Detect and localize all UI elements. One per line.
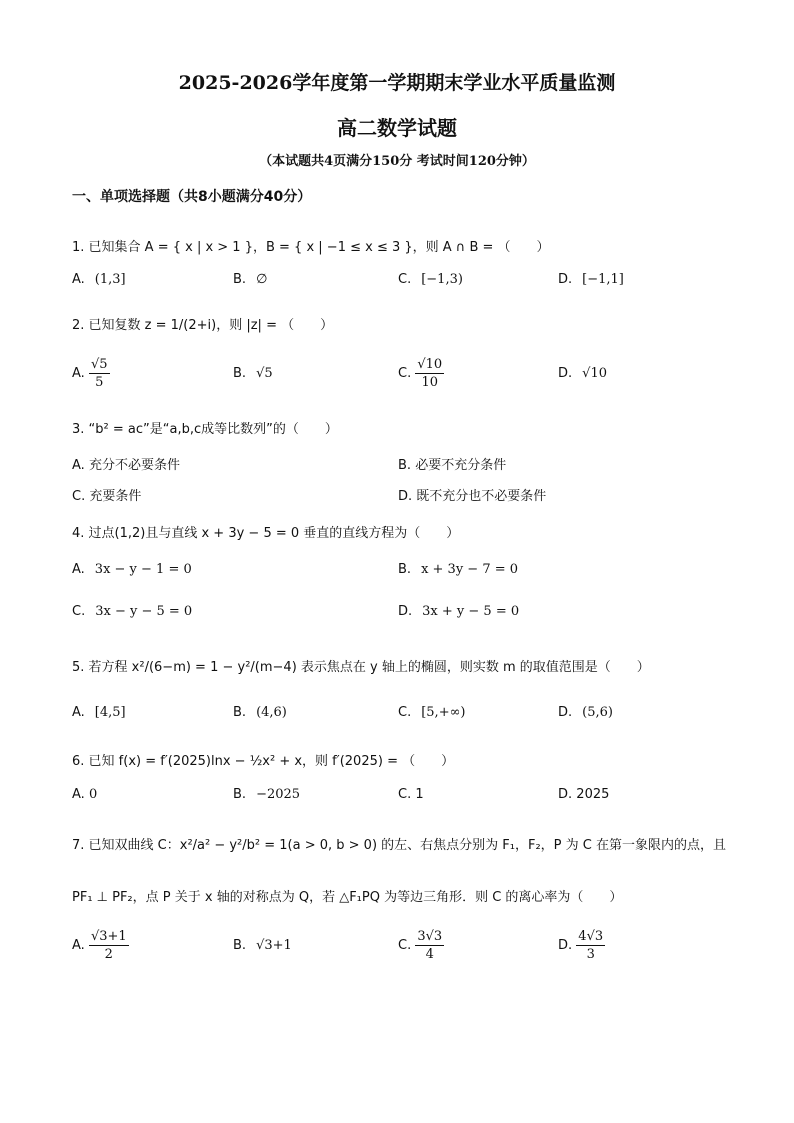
section-title: 一、单项选择题（共8小题满分40分） [72,189,312,205]
exam-note: （本试题共4页满分150分 考试时间120分钟） [259,154,535,169]
q4-option-d[interactable] [398,604,519,619]
q2-option-a[interactable] [72,356,110,391]
option-letter: B. [233,787,247,802]
option-letter: D. [398,604,413,619]
q7-option-d[interactable] [558,928,605,963]
question-6-stem: 6. 已知 f(x) = f′(2025)lnx − ½x² + x，则 f′(2025) = （ ） [72,754,455,769]
q1-option-a[interactable] [72,272,126,287]
fraction: $\frac{3√3}{4}$ [417,929,443,962]
option-letter: B. [398,458,412,473]
option-letter: D. [558,787,573,802]
option-text: (5,6) [582,705,613,720]
option-text: [−1,3) [421,272,463,287]
option-text: [5,+∞) [421,705,466,720]
fraction: $\frac{4√3}{3}$ [578,929,604,962]
option-text: [−1,1] [582,272,624,287]
option-text: ∅ [256,272,268,287]
exam-title: 2025-2026学年度第一学期期末学业水平质量监测 [178,72,616,94]
option-letter: D. [558,938,573,953]
option-text: 3x + y − 5 = 0 [422,604,520,619]
option-text: −2025 [256,787,301,802]
q5-option-a[interactable] [72,705,126,720]
q7-option-b[interactable] [233,938,292,953]
q3-option-c[interactable] [72,485,141,504]
option-letter: C. [398,938,412,953]
option-text: 1 [415,787,424,802]
q6-option-c[interactable] [398,787,424,802]
q5-option-c[interactable] [398,705,466,720]
option-letter: D. [558,272,573,287]
option-letter: A. [72,458,85,473]
option-letter: C. [398,787,412,802]
q3-option-a[interactable] [72,454,180,473]
q5-option-d[interactable] [558,705,613,720]
option-text: 2025 [576,787,610,802]
option-text: 3x − y − 5 = 0 [95,604,193,619]
exam-subtitle: 高二数学试题 [337,116,457,140]
q6-option-b[interactable] [233,787,300,802]
q4-option-a[interactable] [72,562,192,577]
option-letter: C. [398,705,412,720]
option-letter: C. [72,604,86,619]
q1-option-b[interactable] [233,272,267,287]
option-letter: B. [233,272,247,287]
option-text: [4,5] [94,705,126,720]
question-7-stem-line-2: PF₁ ⊥ PF₂，点 P 关于 x 轴的对称点为 Q，若 △F₁PQ 为等边三角形．则 C 的离心率为（ ） [72,890,623,905]
option-text: 必要不充分条件 [415,458,507,473]
option-text: (1,3] [94,272,126,287]
question-5-stem: 5. 若方程 x²/(6−m) = 1 − y²/(m−4) 表示焦点在 y 轴上的椭圆，则实数 m 的取值范围是（ ） [72,660,650,675]
option-letter: A. [72,272,85,287]
option-text: √3+1 [256,938,292,953]
question-2-stem: 2. 已知复数 z = 1/(2+i)，则 |z| = （ ） [72,318,334,333]
q6-option-d[interactable] [558,787,609,802]
fraction: $\frac{√3+1}{2}$ [90,929,127,962]
option-letter: D. [558,366,573,381]
option-letter: C. [398,272,412,287]
option-text: 3x − y − 1 = 0 [94,562,192,577]
option-letter: B. [233,705,247,720]
q1-option-c[interactable] [398,272,463,287]
option-text: 充要条件 [89,489,142,504]
q4-option-b[interactable] [398,562,518,577]
q1-option-d[interactable] [558,272,624,287]
q3-option-b[interactable] [398,454,506,473]
option-letter: D. [398,489,413,504]
q2-option-b[interactable] [233,366,273,381]
option-letter: A. [72,705,85,720]
q3-option-d[interactable] [398,485,546,504]
q5-option-b[interactable] [233,705,287,720]
option-letter: A. [72,366,85,381]
option-letter: A. [72,938,85,953]
option-text: √5 [256,366,273,381]
q2-option-c[interactable] [398,356,444,391]
q2-option-d[interactable] [558,366,607,381]
question-4-stem: 4. 过点(1,2)且与直线 x + 3y − 5 = 0 垂直的直线方程为（ ） [72,526,460,541]
option-letter: D. [558,705,573,720]
option-letter: B. [398,562,412,577]
q6-option-a[interactable] [72,787,97,802]
option-letter: C. [398,366,412,381]
option-letter: C. [72,489,86,504]
question-3-stem: 3. “b² = ac”是“a,b,c成等比数列”的（ ） [72,422,338,437]
fraction: $\frac{√10}{10}$ [417,357,443,390]
option-text: 0 [88,787,98,802]
question-7-stem-line-1: 7. 已知双曲线 C：x²/a² − y²/b² = 1(a > 0, b > 0) 的左、右焦点分别为 F₁，F₂，P 为 C 在第一象限内的点，且 [72,838,726,853]
fraction: $\frac{√5}{5}$ [90,357,108,390]
question-1-stem: 1. 已知集合 A = { x | x > 1 }，B = { x | −1 ≤ x ≤ 3 }，则 A ∩ B = （ ） [72,240,550,255]
option-text: (4,6) [256,705,287,720]
q7-option-c[interactable] [398,928,444,963]
option-letter: B. [233,366,247,381]
option-letter: B. [233,938,247,953]
option-text: 既不充分也不必要条件 [416,489,547,504]
option-letter: A. [72,562,85,577]
option-text: √10 [582,366,607,381]
q7-option-a[interactable] [72,928,129,963]
option-text: 充分不必要条件 [88,458,180,473]
option-letter: A. [72,787,85,802]
q4-option-c[interactable] [72,604,192,619]
option-text: x + 3y − 7 = 0 [421,562,519,577]
